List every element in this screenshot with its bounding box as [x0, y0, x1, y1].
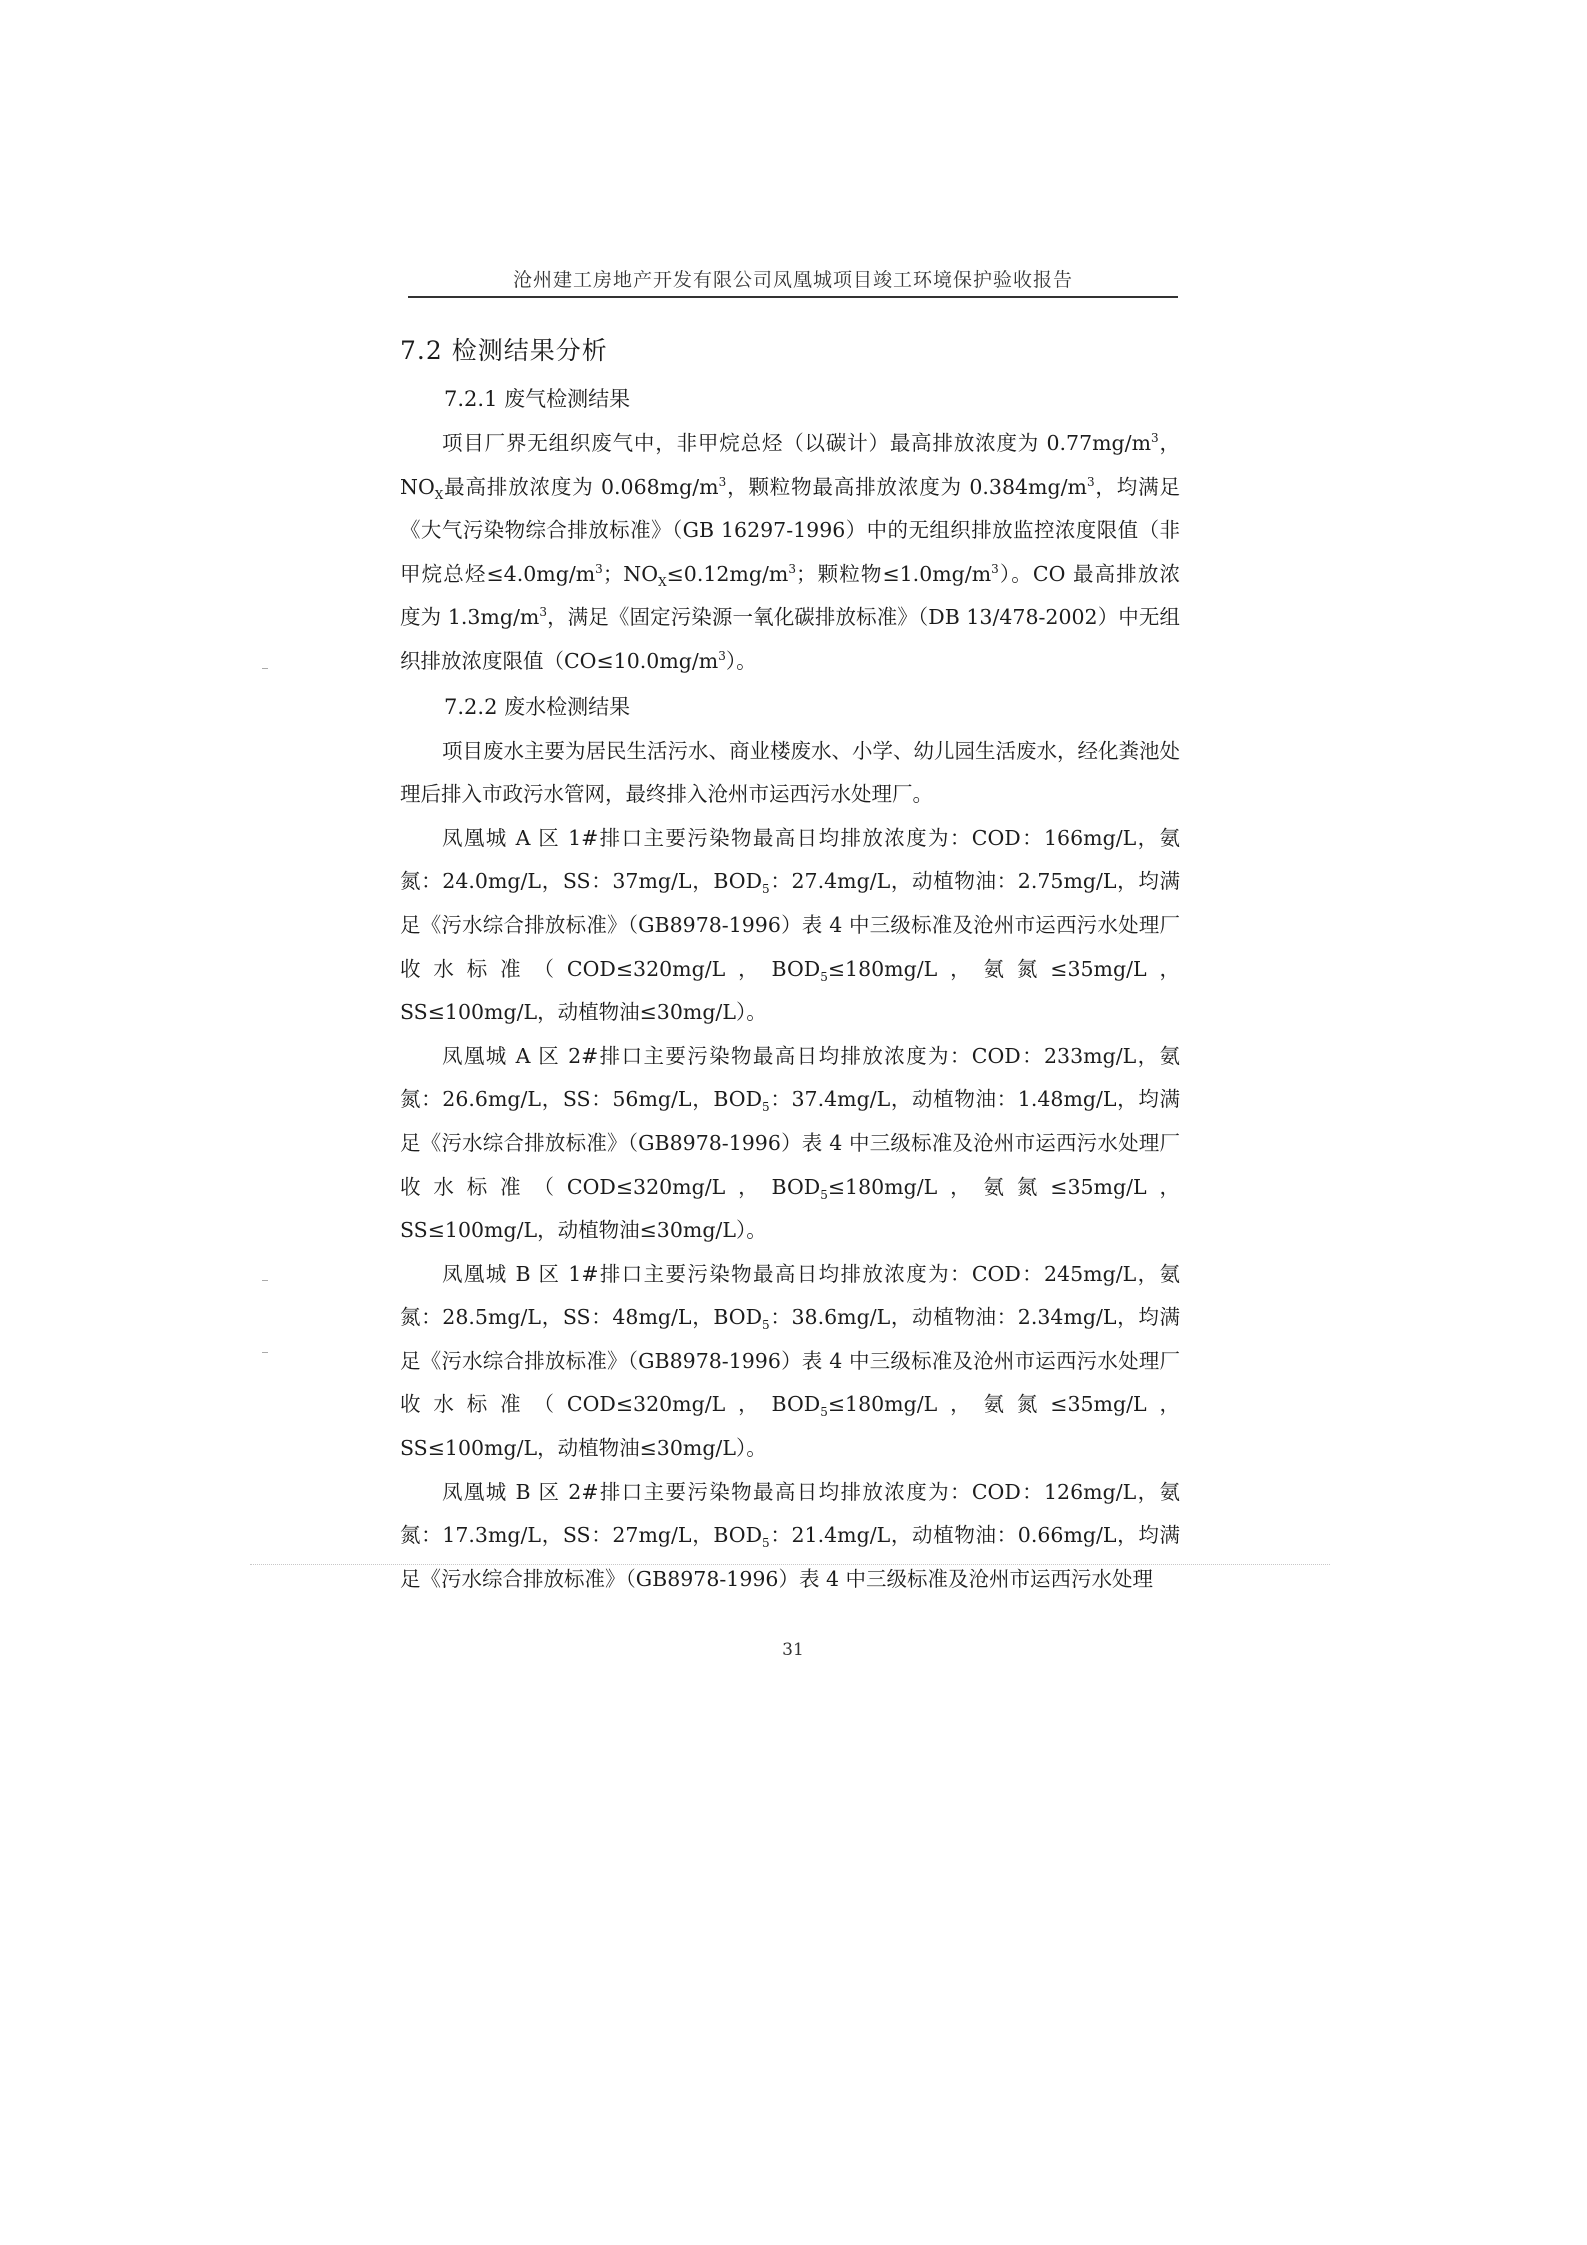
superscript: 3	[595, 561, 603, 576]
scan-margin-mark	[262, 1352, 268, 1353]
superscript: 3	[1151, 431, 1159, 446]
superscript: 3	[991, 561, 999, 576]
outlet-paragraph	[400, 1035, 1180, 1253]
outlet-paragraph	[400, 817, 1180, 1035]
text-run: ）。	[725, 648, 757, 673]
scan-margin-mark	[262, 1280, 268, 1281]
page-content	[400, 326, 1180, 1601]
text-run: ≤180mg/L，氨氮≤35mg/L，SS≤100mg/L，动植物油≤30mg/L）。	[400, 956, 1180, 1025]
subscript: 5	[820, 969, 828, 984]
subscript: 5	[762, 1100, 770, 1115]
scan-margin-mark	[262, 668, 268, 669]
text-run: ，NO	[400, 431, 1180, 499]
text-run: ，颗粒物最高排放浓度为 0.384mg/m	[726, 474, 1087, 499]
text-run: ：21.4mg/L，动植物油：0.66mg/L，均满足《污水综合排放标准》（GB8978-1996）表 4 中三级标准及沧州市运西污水处理	[400, 1523, 1180, 1591]
superscript: 3	[539, 605, 547, 620]
text-run: ≤0.12mg/m	[666, 561, 789, 586]
text-run: 凤凰城 A 区 2#排口主要污染物最高日均排放浓度为：COD：233mg/L，氨氮：26.6mg/L，SS：56mg/L，BOD	[400, 1043, 1180, 1112]
waste-gas-paragraph	[400, 422, 1180, 684]
outlet-paragraph	[400, 1253, 1180, 1471]
outlet-paragraph	[400, 1471, 1180, 1602]
subscript: 5	[762, 882, 770, 897]
subscript: 5	[762, 1318, 770, 1333]
superscript: 3	[718, 474, 727, 489]
running-header: 沧州建工房地产开发有限公司凤凰城项目竣工环境保护验收报告	[512, 269, 1073, 291]
text-run: 项目厂界无组织废气中，非甲烷总烃（以碳计）最高排放浓度为 0.77mg/m	[442, 431, 1152, 455]
superscript: 3	[1086, 474, 1095, 489]
text-run: ≤180mg/L，氨氮≤35mg/L，SS≤100mg/L，动植物油≤30mg/L）。	[400, 1174, 1180, 1243]
waste-water-intro: 项目废水主要为居民生活污水、商业楼废水、小学、幼儿园生活废水，经化粪池处理后排入市政污水管网，最终排入沧州市运西污水处理厂。	[400, 738, 1180, 807]
superscript: 3	[718, 649, 726, 664]
subscript: 5	[820, 1187, 828, 1202]
text-run: 凤凰城 B 区 1#排口主要污染物最高日均排放浓度为：COD：245mg/L，氨氮：28.5mg/L，SS：48mg/L，BOD	[400, 1261, 1180, 1330]
text-run: ≤180mg/L，氨氮≤35mg/L，SS≤100mg/L，动植物油≤30mg/L）。	[400, 1392, 1180, 1461]
text-run: ，均满足《大气污染物综合排放标准》（GB 16297-1996）中的无组织排放监控浓度限值（非甲烷总烃≤4.0mg/m	[400, 474, 1180, 586]
text-run: 凤凰城 B 区 2#排口主要污染物最高日均排放浓度为：COD：126mg/L，氨氮：17.3mg/L，SS：27mg/L，BOD	[400, 1479, 1180, 1548]
text-run: ：38.6mg/L，动植物油：2.34mg/L，均满足《污水综合排放标准》（GB8978-1996）表 4 中三级标准及沧州市运西污水处理厂收水标准（COD≤320mg/L，BOD	[400, 1305, 1180, 1417]
text-run: 最高排放浓度为 0.068mg/m	[443, 474, 719, 499]
text-run: ；颗粒物≤1.0mg/m	[795, 561, 992, 586]
text-run: ）。CO 最高排放浓度为 1.3mg/m	[400, 561, 1181, 630]
text-run: ，满足《固定污染源一氧化碳排放标准》（DB 13/478-2002）中无组织排放浓度限值（CO≤10.0mg/m	[400, 605, 1181, 673]
text-run: ：37.4mg/L，动植物油：1.48mg/L，均满足《污水综合排放标准》（GB8978-1996）表 4 中三级标准及沧州市运西污水处理厂收水标准（COD≤320mg/L，BOD	[400, 1087, 1180, 1199]
subscript: X	[658, 574, 667, 589]
subsection-title-waste-gas: 7.2.1 废气检测结果	[444, 387, 631, 411]
subscript: X	[434, 487, 444, 502]
text-run: 凤凰城 A 区 1#排口主要污染物最高日均排放浓度为：COD：166mg/L，氨氮：24.0mg/L，SS：37mg/L，BOD	[400, 825, 1180, 894]
page-number: 31	[782, 1640, 804, 1660]
subscript: 5	[820, 1405, 828, 1420]
subsection-title-waste-water: 7.2.2 废水检测结果	[444, 694, 631, 719]
subscript: 5	[762, 1536, 770, 1551]
text-run: ；NO	[602, 561, 659, 586]
header-rule	[408, 296, 1178, 298]
section-title: 7.2 检测结果分析	[400, 336, 608, 365]
text-run: ：27.4mg/L，动植物油：2.75mg/L，均满足《污水综合排放标准》（GB8978-1996）表 4 中三级标准及沧州市运西污水处理厂收水标准（COD≤320mg/L，BOD	[400, 869, 1180, 981]
superscript: 3	[788, 561, 796, 576]
